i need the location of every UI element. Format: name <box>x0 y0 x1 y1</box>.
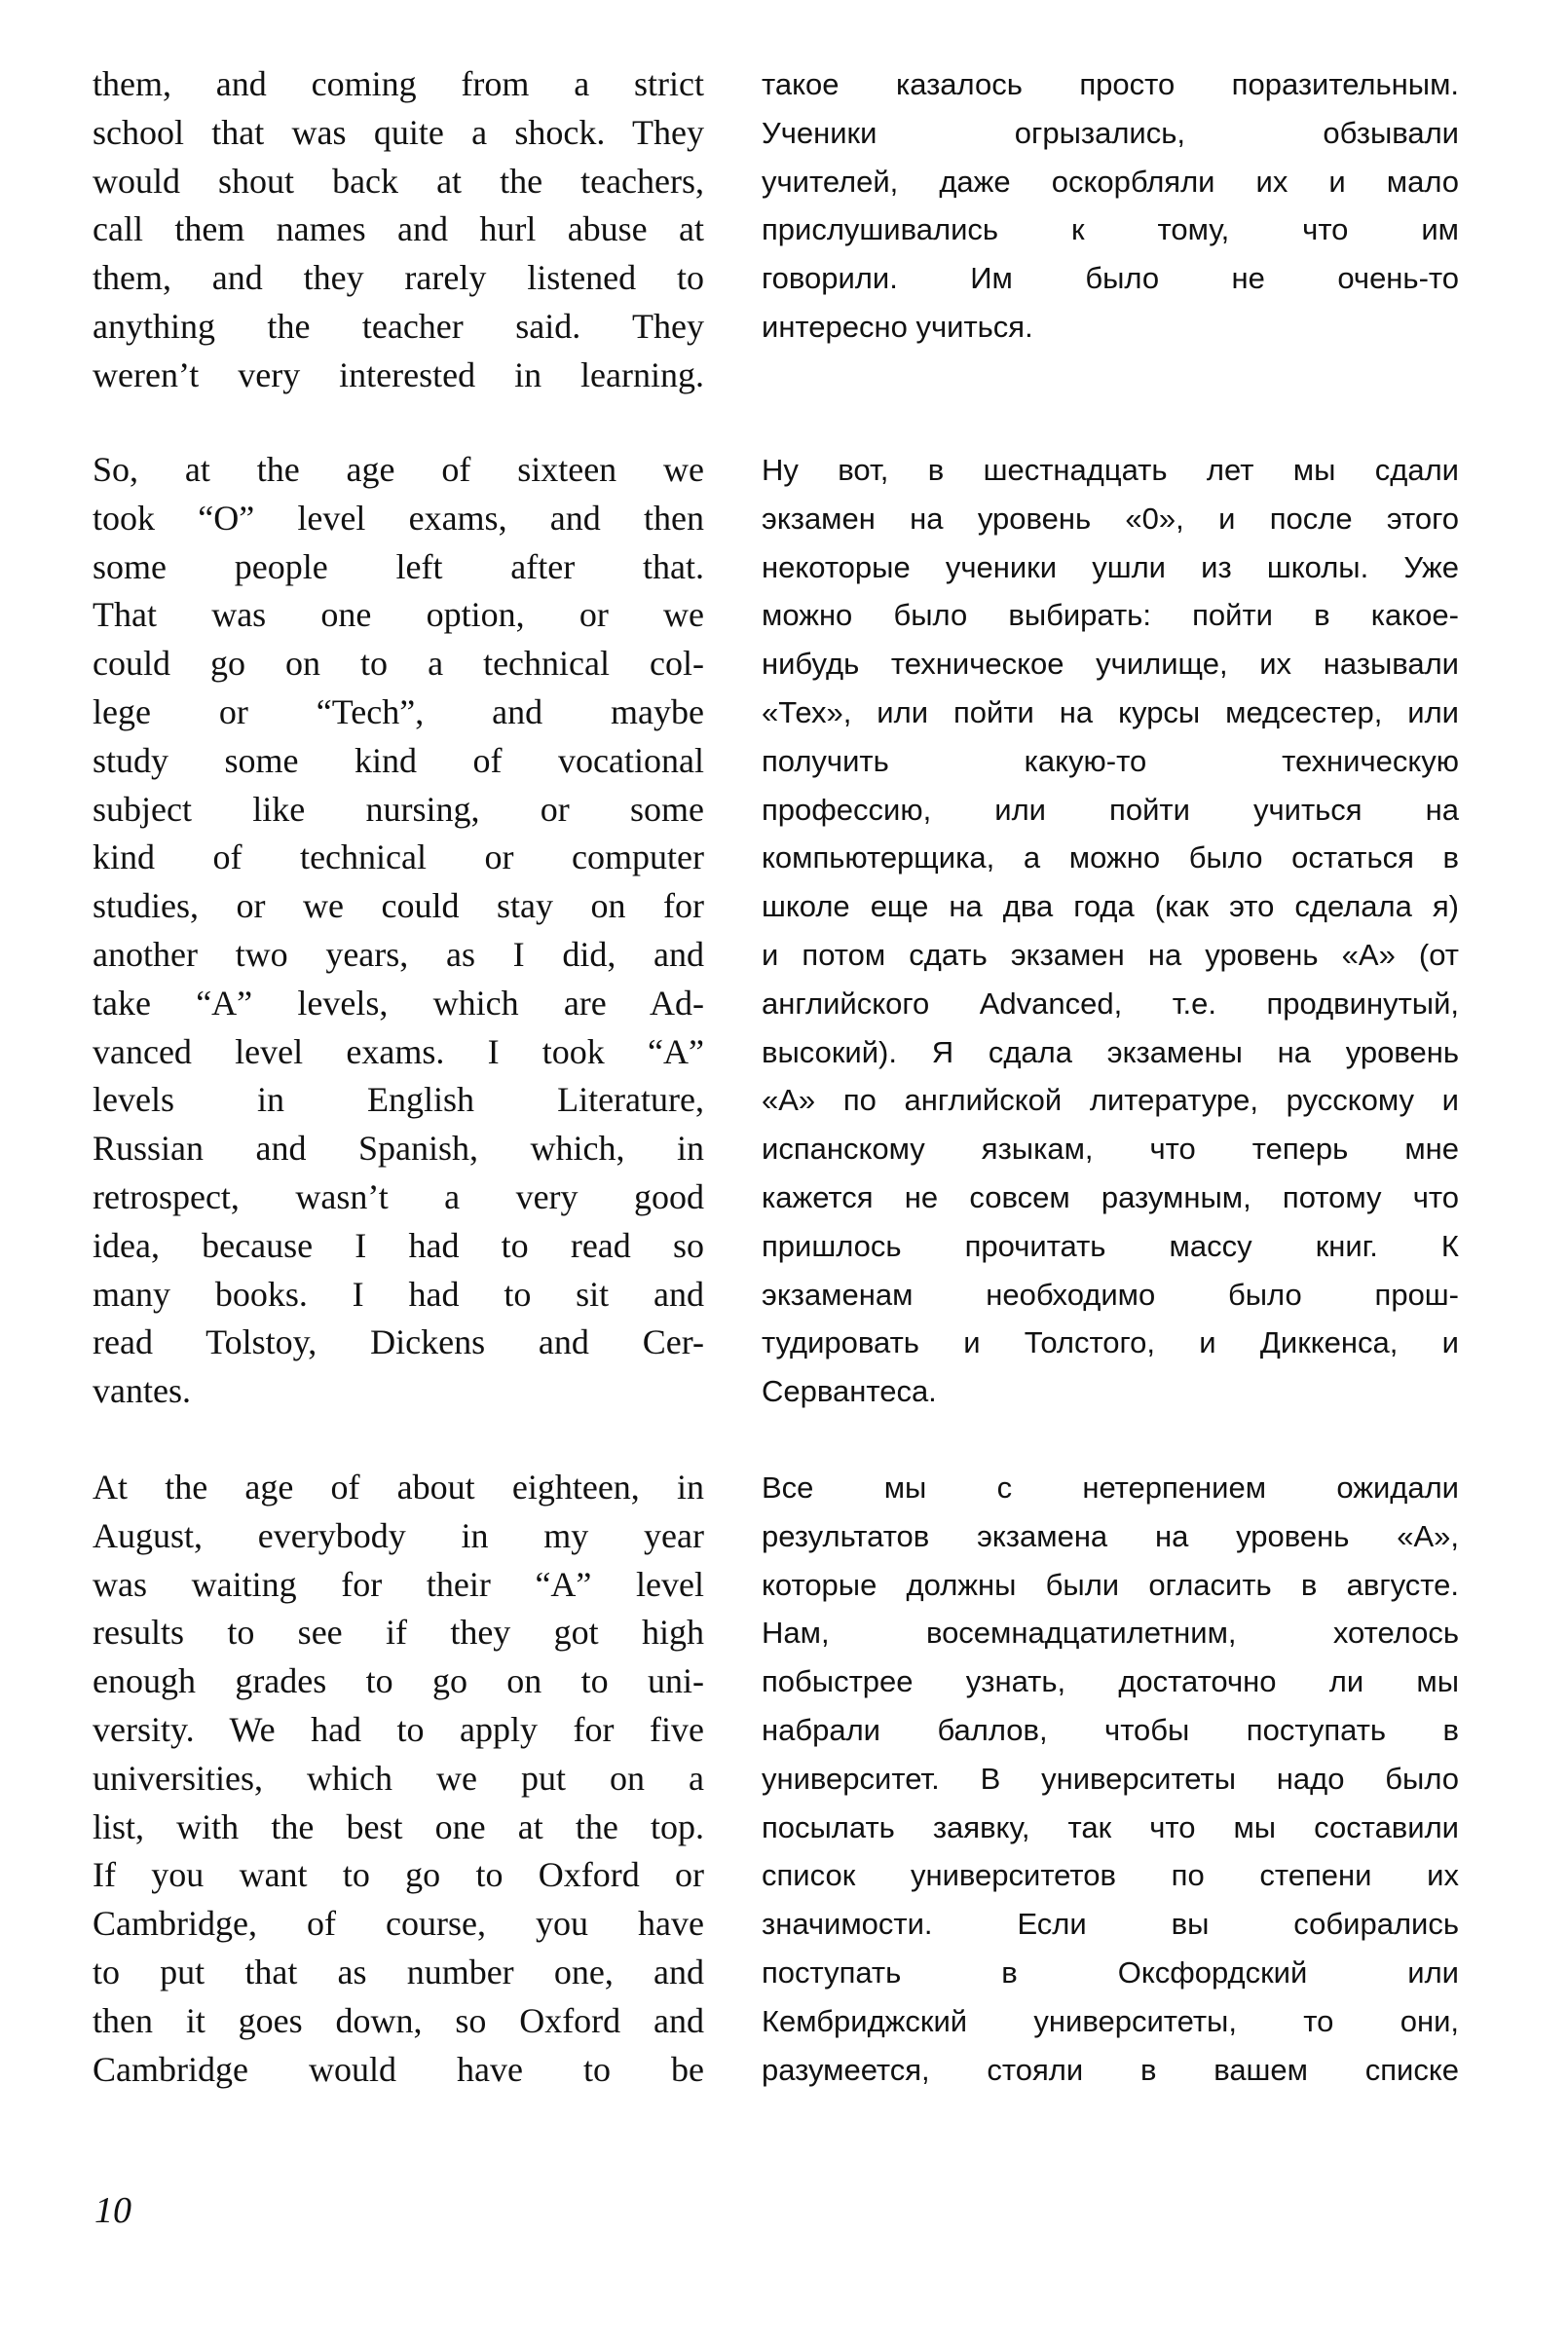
text-line: профессию, или пойти учиться на <box>762 792 1459 827</box>
text-line: was waiting for their “A” level <box>93 1564 704 1604</box>
text-line: тудировать и Толстого, и Диккенса, и <box>762 1325 1459 1360</box>
text-line: versity. We had to apply for five <box>93 1709 704 1749</box>
text-line: If you want to go to Oxford or <box>93 1855 704 1895</box>
text-line: английского Advanced, т.е. продвинутый, <box>762 986 1459 1021</box>
text-line: study some kind of vocational <box>93 740 704 780</box>
text-line: разумеется, стояли в вашем списке <box>762 2052 1459 2087</box>
text-line: высокий). Я сдала экзамены на уровень <box>762 1034 1459 1069</box>
text-line: некоторые ученики ушли из школы. Уже <box>762 549 1459 584</box>
text-line: That was one option, or we <box>93 595 704 635</box>
text-line: получить какую-то техническую <box>762 743 1459 778</box>
text-line: Ученики огрызались, обзывали <box>762 115 1459 150</box>
text-line: enough grades to go on to uni- <box>93 1661 704 1701</box>
text-line: levels in English Literature, <box>93 1080 704 1120</box>
text-line: some people left after that. <box>93 546 704 586</box>
text-line: retrospect, wasn’t a very good <box>93 1176 704 1216</box>
text-line: компьютерщика, а можно было остаться в <box>762 840 1459 875</box>
english-paragraph <box>93 446 704 1416</box>
text-line: такое казалось просто поразительным. <box>762 67 1459 101</box>
text-line: кажется не совсем разумным, потому что <box>762 1179 1459 1214</box>
text-line: набрали баллов, чтобы поступать в <box>762 1712 1459 1747</box>
page-number: 10 <box>94 2190 131 2231</box>
text-line: them, and coming from a strict <box>93 64 704 103</box>
text-line: Все мы с нетерпением ожидали <box>762 1470 1459 1505</box>
text-line: испанскому языкам, что теперь мне <box>762 1132 1459 1167</box>
text-line: Ну вот, в шестнадцать лет мы сдали <box>762 453 1459 487</box>
text-line: took “O” level exams, and then <box>93 498 704 538</box>
text-line: Cambridge, of course, you have <box>93 1904 704 1944</box>
text-line: weren’t very interested in learning. <box>93 354 704 394</box>
text-line: интересно учиться. <box>762 309 1033 344</box>
english-paragraph <box>93 60 704 400</box>
text-line: поступать в Оксфордский или <box>762 1954 1459 1990</box>
text-line: subject like nursing, or some <box>93 789 704 829</box>
text-line: «Тех», или пойти на курсы медсестер, или <box>762 694 1459 729</box>
russian-paragraph <box>762 1464 1459 2094</box>
text-line: studies, or we could stay on for <box>93 886 704 926</box>
text-line: universities, which we put on a <box>93 1758 704 1798</box>
text-line: another two years, as I did, and <box>93 934 704 974</box>
text-line: учителей, даже оскорбляли их и мало <box>762 164 1459 199</box>
text-line: и потом сдать экзамен на уровень «А» (от <box>762 937 1459 972</box>
text-line: школе еще на два года (как это сделала я) <box>762 889 1459 924</box>
text-line: говорили. Им было не очень-то <box>762 261 1459 296</box>
text-line: Сервантеса. <box>762 1374 937 1409</box>
text-line: университет. В университеты надо было <box>762 1761 1459 1796</box>
text-line: call them names and hurl abuse at <box>93 209 704 249</box>
text-line: Кембриджский университеты, то они, <box>762 2003 1459 2038</box>
text-line: можно было выбирать: пойти в какое- <box>762 598 1459 633</box>
text-line: kind of technical or computer <box>93 837 704 877</box>
text-line: экзамен на уровень «0», и после этого <box>762 501 1459 536</box>
text-line: anything the teacher said. They <box>93 306 704 346</box>
text-line: прислушивались к тому, что им <box>762 212 1459 247</box>
text-line: vanced level exams. I took “A” <box>93 1031 704 1071</box>
text-line: So, at the age of sixteen we <box>93 450 704 489</box>
text-line: Russian and Spanish, which, in <box>93 1129 704 1169</box>
text-line: read Tolstoy, Dickens and Cer- <box>93 1322 704 1362</box>
text-line: many books. I had to sit and <box>93 1274 704 1314</box>
text-line: them, and they rarely listened to <box>93 258 704 298</box>
text-line: take “A” levels, which are Ad- <box>93 983 704 1023</box>
text-line: idea, because I had to read so <box>93 1225 704 1265</box>
text-line: lege or “Tech”, and maybe <box>93 691 704 731</box>
text-line: list, with the best one at the top. <box>93 1806 704 1846</box>
text-line: school that was quite a shock. They <box>93 112 704 152</box>
text-line: которые должны были огласить в августе. <box>762 1567 1459 1602</box>
text-line: to put that as number one, and <box>93 1952 704 1991</box>
text-line: «А» по английской литературе, русскому и <box>762 1083 1459 1118</box>
text-line: результатов экзамена на уровень «А», <box>762 1518 1459 1553</box>
russian-paragraph <box>762 446 1459 1416</box>
text-line: значимости. Если вы собирались <box>762 1907 1459 1942</box>
text-line: посылать заявку, так что мы составили <box>762 1809 1459 1844</box>
text-line: then it goes down, so Oxford and <box>93 2000 704 2040</box>
text-line: пришлось прочитать массу книг. К <box>762 1228 1459 1263</box>
text-line: Нам, восемнадцатилетним, хотелось <box>762 1616 1459 1651</box>
russian-paragraph <box>762 60 1459 352</box>
text-line: список университетов по степени их <box>762 1858 1459 1893</box>
text-line: побыстрее узнать, достаточно ли мы <box>762 1664 1459 1699</box>
text-line: could go on to a technical col- <box>93 644 704 684</box>
text-line: At the age of about eighteen, in <box>93 1468 704 1507</box>
text-line: экзаменам необходимо было прош- <box>762 1277 1459 1312</box>
text-line: results to see if they got high <box>93 1613 704 1653</box>
text-line: would shout back at the teachers, <box>93 161 704 201</box>
english-paragraph <box>93 1464 704 2094</box>
text-line: vantes. <box>93 1371 191 1411</box>
text-line: August, everybody in my year <box>93 1515 704 1555</box>
text-line: Cambridge would have to be <box>93 2049 704 2089</box>
text-line: нибудь техническое училище, их называли <box>762 647 1459 682</box>
